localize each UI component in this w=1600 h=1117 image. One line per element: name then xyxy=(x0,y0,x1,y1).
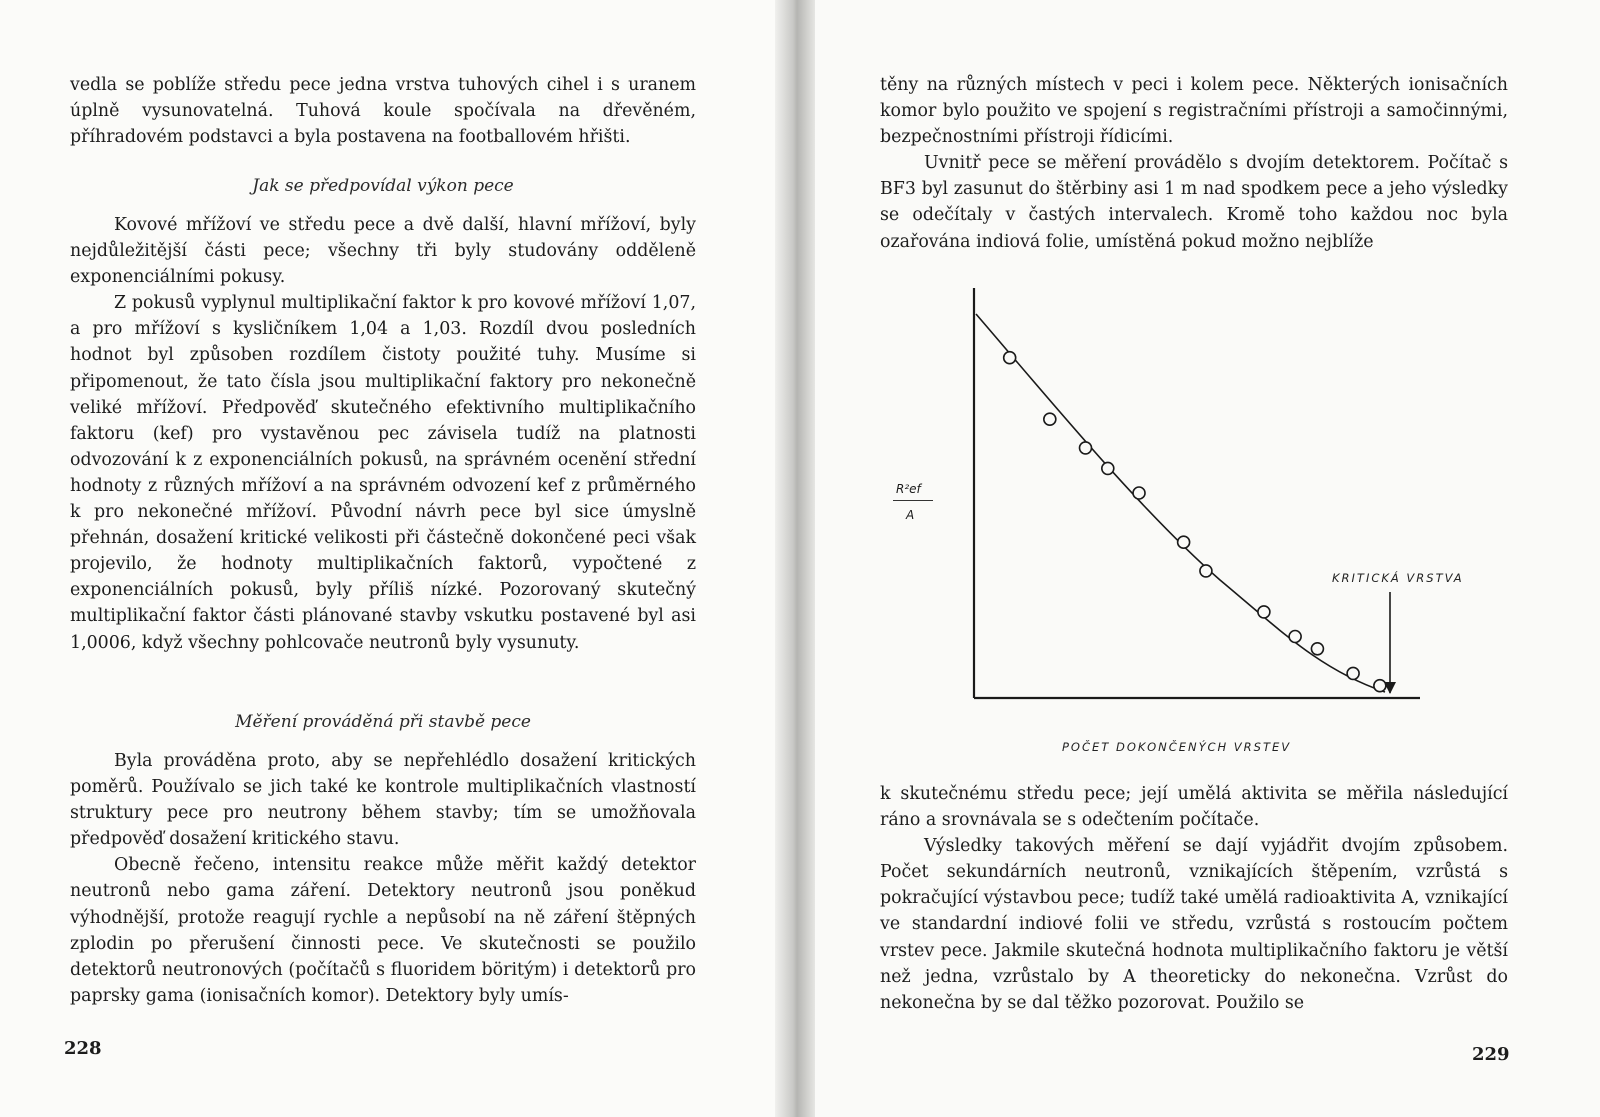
data-point xyxy=(1102,462,1114,474)
graph-canvas xyxy=(880,280,1480,770)
left-paragraph-5: Obecně řečeno, intensitu reakce může měřit každý detektor neutronů nebo gama záření. Detektory neutronů jsou poněkud výhodnější, protože reagují rychle a nepůsobí na ně záření štěpných zplodin po přerušení činnosti pece. Ve skutečnosti se použilo detektorů neutronových (počítačů s fluoridem böritým) i detektorů pro paprsky gama (ionisačních komor). Detektory byly umís- xyxy=(70,855,696,1006)
right-paragraph-block-1 xyxy=(880,72,1508,255)
right-paragraph-3: k skutečnému středu pece; její umělá aktivita se měřila následující ráno a srovnávala se s odečtením počítače. xyxy=(880,784,1508,831)
left-paragraph-1: vedla se poblíže středu pece jedna vrstva tuhových cihel i s uranem úplně vysunovatelná. Tuhová koule spočívala na dřevěném, příhradovém podstavci a byla postavena na footballovém hřišti. xyxy=(70,75,696,148)
data-point xyxy=(1258,606,1270,618)
book-gutter xyxy=(775,0,815,1117)
data-point xyxy=(1044,413,1056,425)
critical-layer-label: KRITICKÁ VRSTVA xyxy=(1332,571,1464,585)
left-paragraph-3: Z pokusů vyplynul multiplikační faktor k pro kovové mřížoví 1,07, a pro mřížoví s kysličníkem 1,04 a 1,03. Rozdíl dvou posledních hodnot byl způsoben rozdílem čistoty použité tuhy. Musíme si připomenout, že tato čísla jsou multiplikační faktory pro nekonečně veliké mřížoví. Předpověď skutečného efektivního multiplikačního faktoru (kef) pro vystavěnou pec závisela tudíž na platnosti odvozování k z exponenciálních pokusů, na správném ocenění střední hodnoty z různých mřížoví a na správném odvození kef z průměrného k pro nekonečné mřížoví. Původní návrh pece byl sice úmyslně přehnán, dosažení kritické velikosti při částečně dokončené peci však projevilo, že hodnoty multiplikačních faktorů, vypočtené z exponenciálních pokusů, byly příliš nízké. Pozorovaný skutečný multiplikační faktor části plánované stavby vskutku postavené byl asi 1,0006, když všechny pohlcovače neutronů byly vysunuty. xyxy=(70,293,696,653)
data-point xyxy=(1004,352,1016,364)
data-point xyxy=(1347,667,1359,679)
y-label-fraction-bar xyxy=(893,500,933,501)
left-paragraph-4: Byla prováděna proto, aby se nepřehlédlo dosažení kritických poměrů. Používalo se jich také ke kontrole multiplikačních vlastností struktury pece pro neutrony během stavby; tím se umožňovala předpověď dosažení kritického stavu. xyxy=(70,751,696,850)
right-paragraph-2: Uvnitř pece se měření provádělo s dvojím detektorem. Počítač s BF3 byl zasunut do štěrbiny asi 1 m nad spodkem pece a jeho výsledky se odečítaly v častých intervalech. Kromě toho každou noc byla ozařována indiová folie, umístěná pokud možno nejblíže xyxy=(880,153,1508,252)
data-point xyxy=(1133,487,1145,499)
left-paragraph-2: Kovové mřížoví ve středu pece a dvě další, hlavní mřížoví, byly nejdůležitější části pece; všechny tři byly studovány odděleně exponenciálními pokusy. xyxy=(70,215,696,288)
trend-curve xyxy=(976,314,1385,692)
left-heading-1: Jak se předpovídal výkon pece xyxy=(252,176,514,196)
right-paragraph-1: těny na různých místech v peci i kolem pece. Některých ionisačních komor bylo použito ve spojení s registračními přístroji a samočinnými, bezpečnostními přístroji řídicími. xyxy=(880,75,1508,148)
y-label-numerator: R²ef xyxy=(896,482,921,496)
data-point xyxy=(1080,442,1092,454)
data-points xyxy=(1004,352,1386,692)
data-point xyxy=(1178,536,1190,548)
right-paragraph-block-2 xyxy=(880,781,1508,1016)
left-paragraph-block-3 xyxy=(70,748,696,1009)
data-point xyxy=(1374,680,1386,692)
left-page-number: 228 xyxy=(64,1038,102,1059)
data-point xyxy=(1289,631,1301,643)
data-point xyxy=(1200,565,1212,577)
left-paragraph-1-block xyxy=(70,72,696,150)
y-label-denominator: A xyxy=(906,508,915,522)
data-point xyxy=(1311,643,1323,655)
left-paragraph-block-2 xyxy=(70,212,696,656)
left-heading-2: Měření prováděná při stavbě pece xyxy=(235,712,531,732)
right-page-number: 229 xyxy=(1472,1044,1510,1065)
figure-graph xyxy=(880,280,1480,770)
right-paragraph-4: Výsledky takových měření se dají vyjádřit dvojím způsobem. Počet sekundárních neutronů, vznikajících štěpením, vzrůstá s pokračující výstavbou pece; tudíž také umělá radioaktivita A, vznikající ve standardní indiové folii ve středu, vzrůstá s rostoucím počtem vrstev pece. Jakmile skutečná hodnota multiplikačního faktoru je větší než jedna, vzrůstalo by A theoreticky do nekonečna. Vzrůst do nekonečna by se dal těžko pozorovat. Použilo se xyxy=(880,836,1508,1013)
x-axis-label: POČET DOKONČENÝCH VRSTEV xyxy=(1062,740,1292,754)
